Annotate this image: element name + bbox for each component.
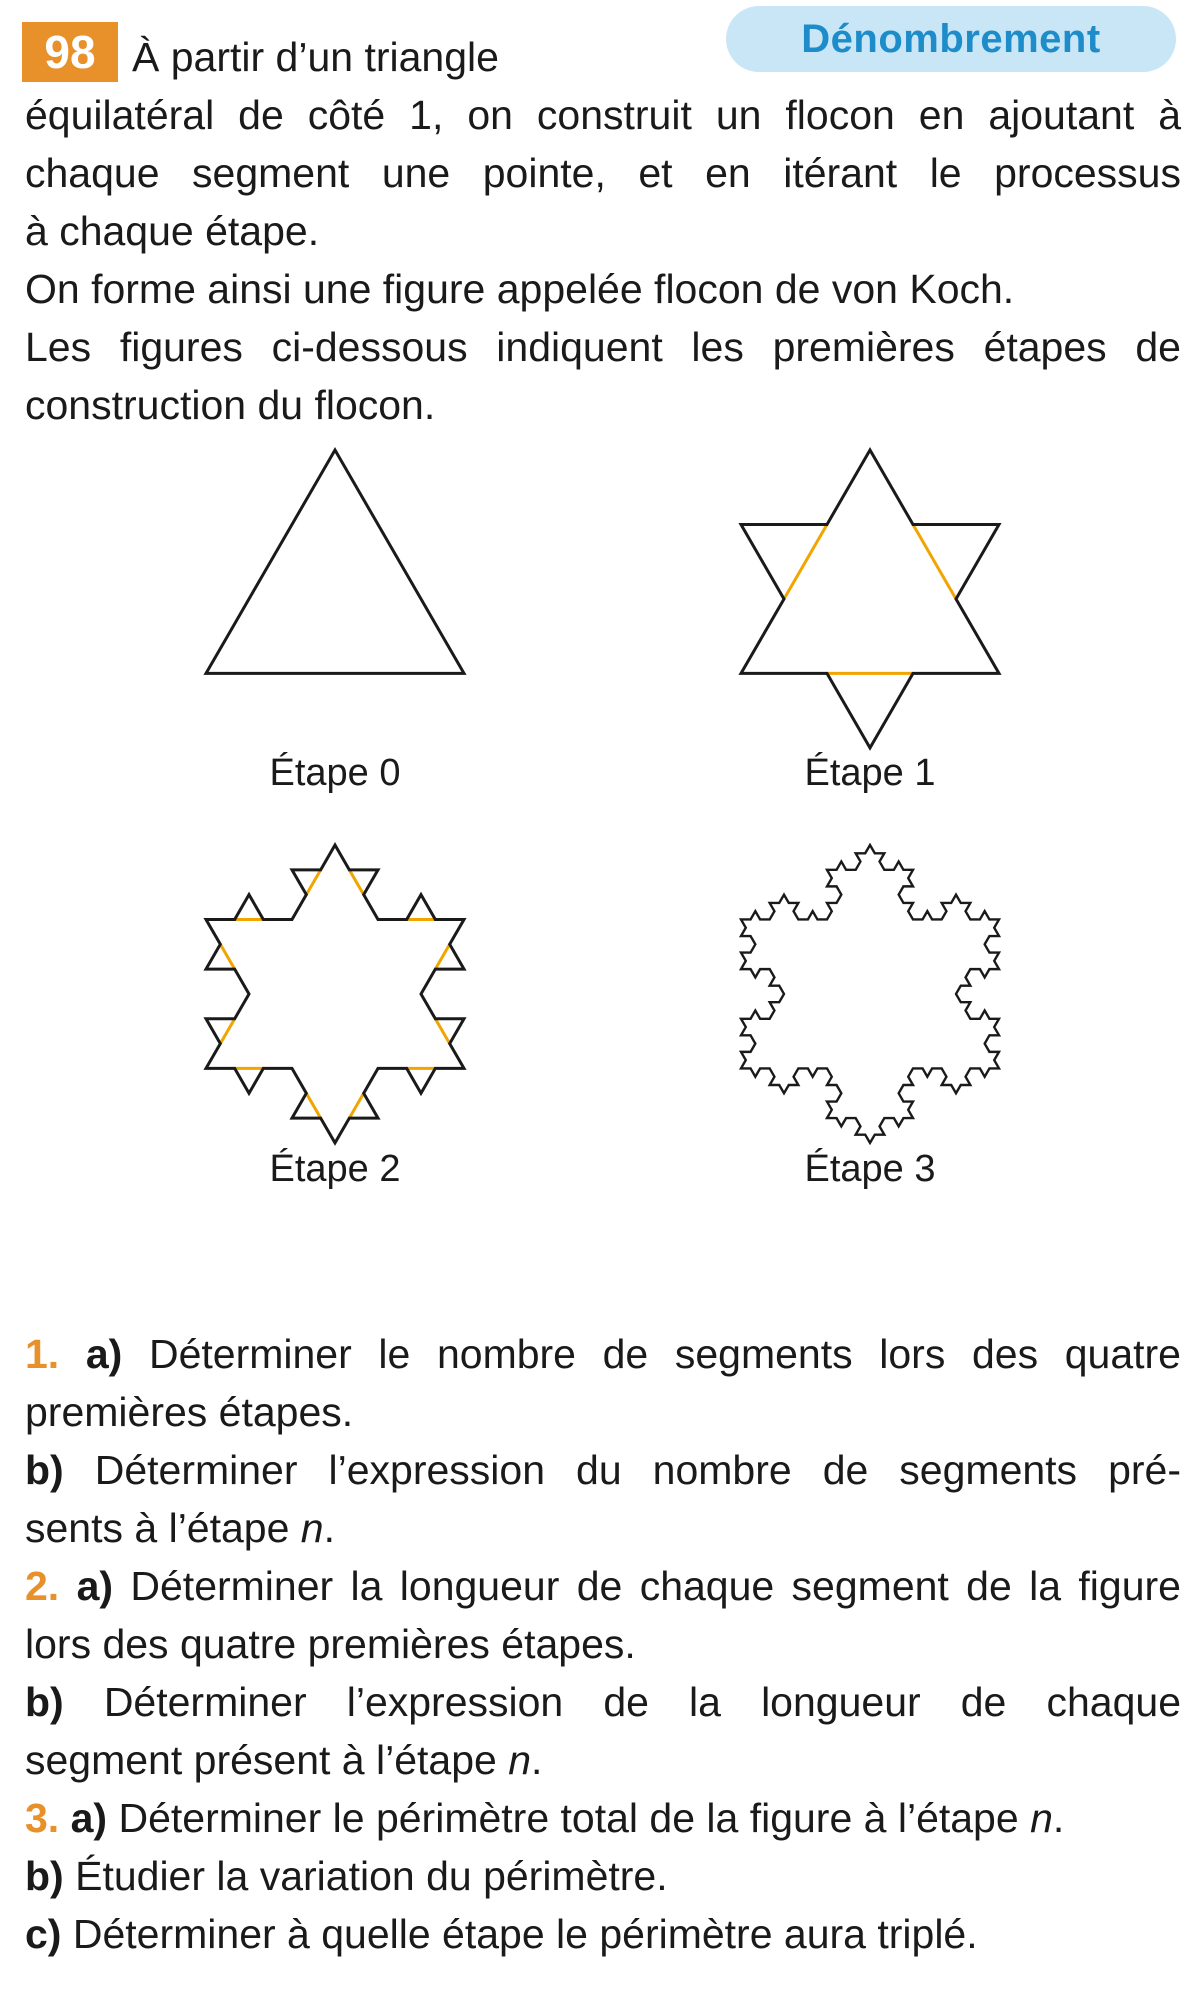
question-3a bbox=[25, 1789, 1181, 1847]
removed-middle-segment bbox=[784, 524, 827, 598]
removed-middle-segment bbox=[349, 870, 363, 895]
question-text: Déterminer à quelle étape le périmètre aura triplé. bbox=[72, 1911, 978, 1957]
question-number: 3. bbox=[25, 1795, 60, 1841]
koch-outline bbox=[741, 845, 999, 1143]
stage-label: Étape 1 bbox=[804, 752, 936, 794]
intro-line: chaque segment une pointe, et en itérant le processus bbox=[25, 150, 1181, 196]
question-number: 1. bbox=[25, 1331, 60, 1377]
subquestion-label: b) bbox=[25, 1679, 64, 1725]
koch-stage-2-figure bbox=[195, 835, 475, 1155]
question-1a bbox=[25, 1325, 1181, 1383]
question-text: segment présent à l’étape bbox=[25, 1737, 509, 1783]
removed-middle-segment bbox=[220, 1019, 234, 1044]
exercise-number-badge: 98 bbox=[22, 22, 118, 82]
punctuation: . bbox=[1052, 1795, 1065, 1841]
intro-line: à chaque étape. bbox=[25, 208, 320, 254]
question-2a bbox=[25, 1557, 1181, 1615]
question-text: Étudier la variation du périmètre. bbox=[75, 1853, 668, 1899]
removed-middle-segment bbox=[349, 1093, 363, 1118]
question-2a-cont: lors des quatre premières étapes. bbox=[25, 1621, 636, 1667]
question-1a-cont: premières étapes. bbox=[25, 1389, 354, 1435]
removed-middle-segment bbox=[913, 524, 956, 598]
intro-line: À partir d’un triangle bbox=[132, 34, 499, 80]
subquestion-label: b) bbox=[25, 1447, 64, 1493]
question-3b bbox=[25, 1847, 1181, 1905]
removed-middle-segment bbox=[435, 944, 449, 969]
question-text: Déterminer le périmètre total de la figure à l’étape bbox=[118, 1795, 1031, 1841]
stage-label: Étape 3 bbox=[804, 1148, 936, 1190]
variable-n: n bbox=[1030, 1795, 1053, 1841]
question-2b bbox=[25, 1673, 1181, 1731]
koch-stage-1-figure bbox=[725, 440, 1015, 760]
koch-outline bbox=[206, 450, 464, 673]
question-text: Déterminer l’expression du nombre de segments pré- bbox=[94, 1447, 1181, 1493]
intro-line: On forme ainsi une figure appelée flocon de von Koch. bbox=[25, 266, 1015, 312]
question-text: Déterminer l’expression de la longueur de chaque bbox=[103, 1679, 1181, 1725]
koch-stage-0-figure bbox=[195, 440, 475, 680]
removed-middle-segment bbox=[220, 944, 234, 969]
question-1b bbox=[25, 1441, 1181, 1499]
question-text: Déterminer le nombre de segments lors des quatre bbox=[148, 1331, 1181, 1377]
koch-outline bbox=[206, 845, 464, 1143]
intro-line: construction du flocon. bbox=[25, 382, 436, 428]
removed-middle-segment bbox=[306, 870, 320, 895]
stage-label: Étape 2 bbox=[269, 1148, 401, 1190]
question-2b-cont bbox=[25, 1731, 1181, 1789]
intro-line: Les figures ci-dessous indiquent les premières étapes de bbox=[25, 324, 1181, 370]
question-text: Déterminer la longueur de chaque segment de la figure bbox=[130, 1563, 1181, 1609]
question-3c bbox=[25, 1905, 1181, 1963]
punctuation: . bbox=[323, 1505, 336, 1551]
koch-stage-3-figure bbox=[725, 835, 1015, 1155]
punctuation: . bbox=[531, 1737, 543, 1783]
koch-outline bbox=[741, 450, 999, 748]
subquestion-label: a) bbox=[70, 1795, 108, 1841]
question-text: sents à l’étape bbox=[25, 1505, 301, 1551]
question-number: 2. bbox=[25, 1563, 60, 1609]
subquestion-label: b) bbox=[25, 1853, 64, 1899]
removed-middle-segment bbox=[306, 1093, 320, 1118]
subquestion-label: a) bbox=[76, 1563, 114, 1609]
stage-label: Étape 0 bbox=[269, 752, 401, 794]
removed-middle-segment bbox=[435, 1019, 449, 1044]
question-1b-cont bbox=[25, 1499, 1181, 1557]
intro-line: équilatéral de côté 1, on construit un flocon en ajoutant à bbox=[25, 92, 1181, 138]
subquestion-label: c) bbox=[25, 1911, 62, 1957]
topic-tag: Dénombrement bbox=[726, 6, 1176, 72]
variable-n: n bbox=[508, 1737, 532, 1783]
subquestion-label: a) bbox=[85, 1331, 123, 1377]
variable-n: n bbox=[300, 1505, 324, 1551]
